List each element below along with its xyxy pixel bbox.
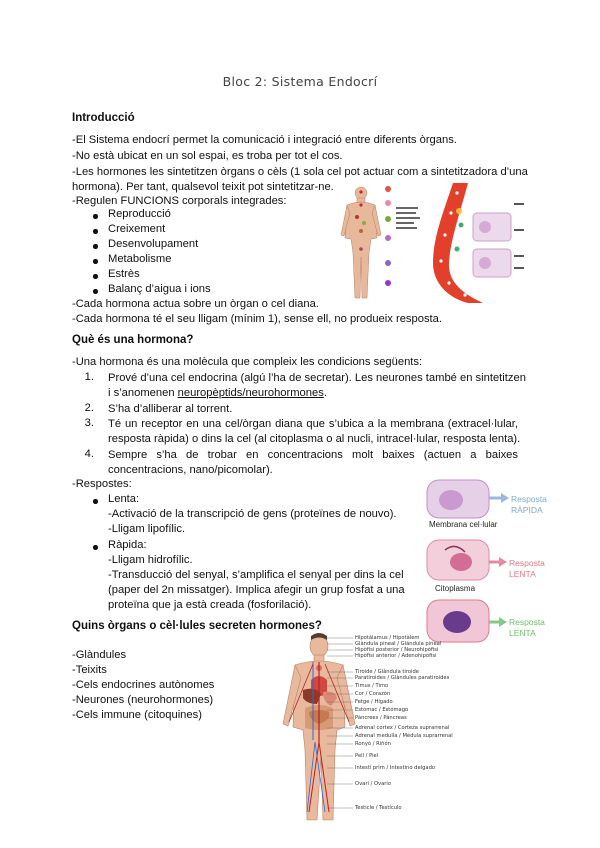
gland-label: Paratiroides / Glàndules paratiroides bbox=[355, 675, 450, 681]
gland-label: Glàndula pineal / Glándula pineal bbox=[355, 641, 442, 647]
item-1-text-a: i s’anomenen bbox=[108, 387, 178, 399]
membrane-caption: Membrana cel·lular bbox=[429, 520, 498, 529]
item-1-line-2 bbox=[108, 386, 327, 401]
organ-source: -Glàndules bbox=[72, 649, 127, 661]
response-slow2-label-2: LENTA bbox=[509, 628, 536, 638]
gland-label: Pell / Piel bbox=[355, 753, 379, 759]
intro-line-5: -Regulen FUNCIONS corporals integrades: bbox=[72, 195, 287, 207]
organ-source: -Cels immune (citoquines) bbox=[72, 709, 202, 721]
bullet-dot bbox=[93, 214, 98, 219]
item-3-line-1: Té un receptor en una cel/òrgan diana que s’ubica a la membrana (extracel·lular, bbox=[108, 418, 518, 430]
bullet-dot bbox=[93, 259, 98, 264]
bullet-dot bbox=[93, 499, 98, 504]
intro-line-3: -Les hormones les sintetitzen òrgans o cèls (1 sola cel pot actuar com a sintetitzadora d’una bbox=[72, 166, 528, 178]
response-slow-label-1: Resposta bbox=[509, 558, 545, 568]
intro-line-1: -El Sistema endocrí permet la comunicació i integració entre diferents òrgans. bbox=[72, 134, 457, 146]
gland-label: Adrenal cortex / Corteza suprarrenal bbox=[355, 725, 450, 731]
item-4-line-2: concentracions, nano/picomolar). bbox=[108, 464, 273, 476]
function-item: Balanç d’aigua i ions bbox=[108, 283, 211, 295]
endocrine-overview-figure bbox=[333, 183, 528, 303]
gland-label: Timus / Timo bbox=[355, 683, 389, 689]
neuropeptids-link-text: neuropèptids/neurohormones bbox=[177, 387, 324, 399]
organ-source: -Cels endocrines autònomes bbox=[72, 679, 215, 691]
item-1-line-1: Prové d’una cel endocrina (algú l’ha de secretar). Les neurones també en sintetitzen bbox=[108, 372, 526, 384]
response-slow-label-2: LENTA bbox=[509, 569, 536, 579]
bullet-dot bbox=[93, 289, 98, 294]
bullet-dot bbox=[93, 229, 98, 234]
intro-after-1: -Cada hormona actua sobre un òrgan o cel diana. bbox=[72, 298, 319, 310]
receptor-response-figure bbox=[425, 476, 555, 644]
hormone-lead: -Una hormona és una molècula que compleix les condicions següents: bbox=[72, 356, 423, 368]
page-title: Bloc 2: Sistema Endocrí bbox=[222, 74, 378, 89]
gland-label: Intestí prim / Intestino delgado bbox=[355, 765, 436, 771]
gland-label: Ronyó / Riñón bbox=[355, 741, 391, 747]
gland-label: Cor / Corazón bbox=[355, 691, 391, 697]
response-fast-label-2: RÀPIDA bbox=[511, 505, 543, 515]
intro-line-2: -No està ubicat en un sol espai, es troba per tot el cos. bbox=[72, 150, 343, 162]
bullet-dot bbox=[93, 274, 98, 279]
bullet-dot bbox=[93, 244, 98, 249]
response-slow2-label-1: Resposta bbox=[509, 617, 545, 627]
gland-label: Fetge / Hígado bbox=[355, 699, 393, 705]
item-number: 2. bbox=[84, 402, 94, 414]
intro-after-2: -Cada hormona té el seu lligam (mínim 1), sense ell, no produeix resposta. bbox=[72, 313, 442, 325]
item-number: 1. bbox=[84, 371, 94, 383]
intro-line-4: hormona). Per tant, qualsevol teixit pot sintetitzar-ne. bbox=[72, 181, 334, 193]
function-item: Desenvolupament bbox=[108, 238, 199, 250]
function-item: Estrès bbox=[108, 268, 140, 280]
cytoplasm-caption: Citoplasma bbox=[435, 584, 476, 593]
gland-label: Estómac / Estómago bbox=[355, 707, 409, 713]
function-item: Creixement bbox=[108, 223, 166, 235]
endocrine-overview-illustration bbox=[333, 183, 528, 303]
item-2-line-1: S’ha d’alliberar al torrent. bbox=[108, 403, 233, 415]
rapida-label: Ràpida: bbox=[108, 539, 147, 551]
function-item: Metabolisme bbox=[108, 253, 172, 265]
gland-label: Hipòfisi posterior / Neurohipòfisi bbox=[355, 647, 439, 653]
gland-label: Hipotàlamus / Hipotàlem bbox=[355, 635, 420, 641]
gland-label: Tiroide / Glàndula tiroide bbox=[355, 669, 419, 675]
lenta-line-2: -Lligam lipofílic. bbox=[108, 523, 186, 535]
item-3-line-2: resposta ràpida) o dins la cel (al citoplasma o al nucli, intracel·lular, resposta lenta). bbox=[108, 433, 521, 445]
item-4-line-1: Sempre s’ha de trobar en concentracions molt baixes (actuen a baixes bbox=[108, 449, 518, 461]
gland-label: Pàncrees / Páncreas bbox=[355, 715, 407, 721]
lenta-label: Lenta: bbox=[108, 493, 140, 505]
rapida-line-3: (paper del 2n missatger). Implica afegir un grup fosfat a una bbox=[108, 584, 405, 596]
organ-source: -Neurones (neurohormones) bbox=[72, 694, 214, 706]
heading-introduccio: Introducció bbox=[72, 112, 135, 124]
heading-quins-organs: Quins òrgans o cèl·lules secreten hormones? bbox=[72, 620, 322, 632]
respostes-label: -Respostes: bbox=[72, 478, 132, 490]
rapida-line-1: -Lligam hidrofílic. bbox=[108, 554, 193, 566]
function-item: Reproducció bbox=[108, 208, 171, 220]
gland-label: Hipòfisi anterior / Adenohipòfisi bbox=[355, 653, 437, 659]
item-number: 4. bbox=[84, 448, 94, 460]
gland-label: Ovari / Ovario bbox=[355, 781, 392, 787]
gland-label: Testicle / Testículo bbox=[355, 805, 402, 811]
gland-label: Adrenal medulla / Médula suprarrenal bbox=[355, 733, 453, 739]
endocrine-glands-figure bbox=[275, 632, 470, 822]
bullet-dot bbox=[93, 545, 98, 550]
rapida-line-4: proteïna que ja està creada (fosforilació). bbox=[108, 599, 312, 611]
item-1-text-b: . bbox=[323, 387, 327, 399]
heading-que-es-hormona: Què és una hormona? bbox=[72, 334, 194, 346]
item-number: 3. bbox=[84, 417, 94, 429]
rapida-line-2: -Transducció del senyal, s’amplifica el senyal per dins la cel bbox=[108, 569, 404, 581]
organ-source: -Teixits bbox=[72, 664, 107, 676]
response-fast-label-1: Resposta bbox=[511, 494, 547, 504]
lenta-line-1: -Activació de la transcripció de gens (proteïnes de nouvo). bbox=[108, 508, 397, 520]
